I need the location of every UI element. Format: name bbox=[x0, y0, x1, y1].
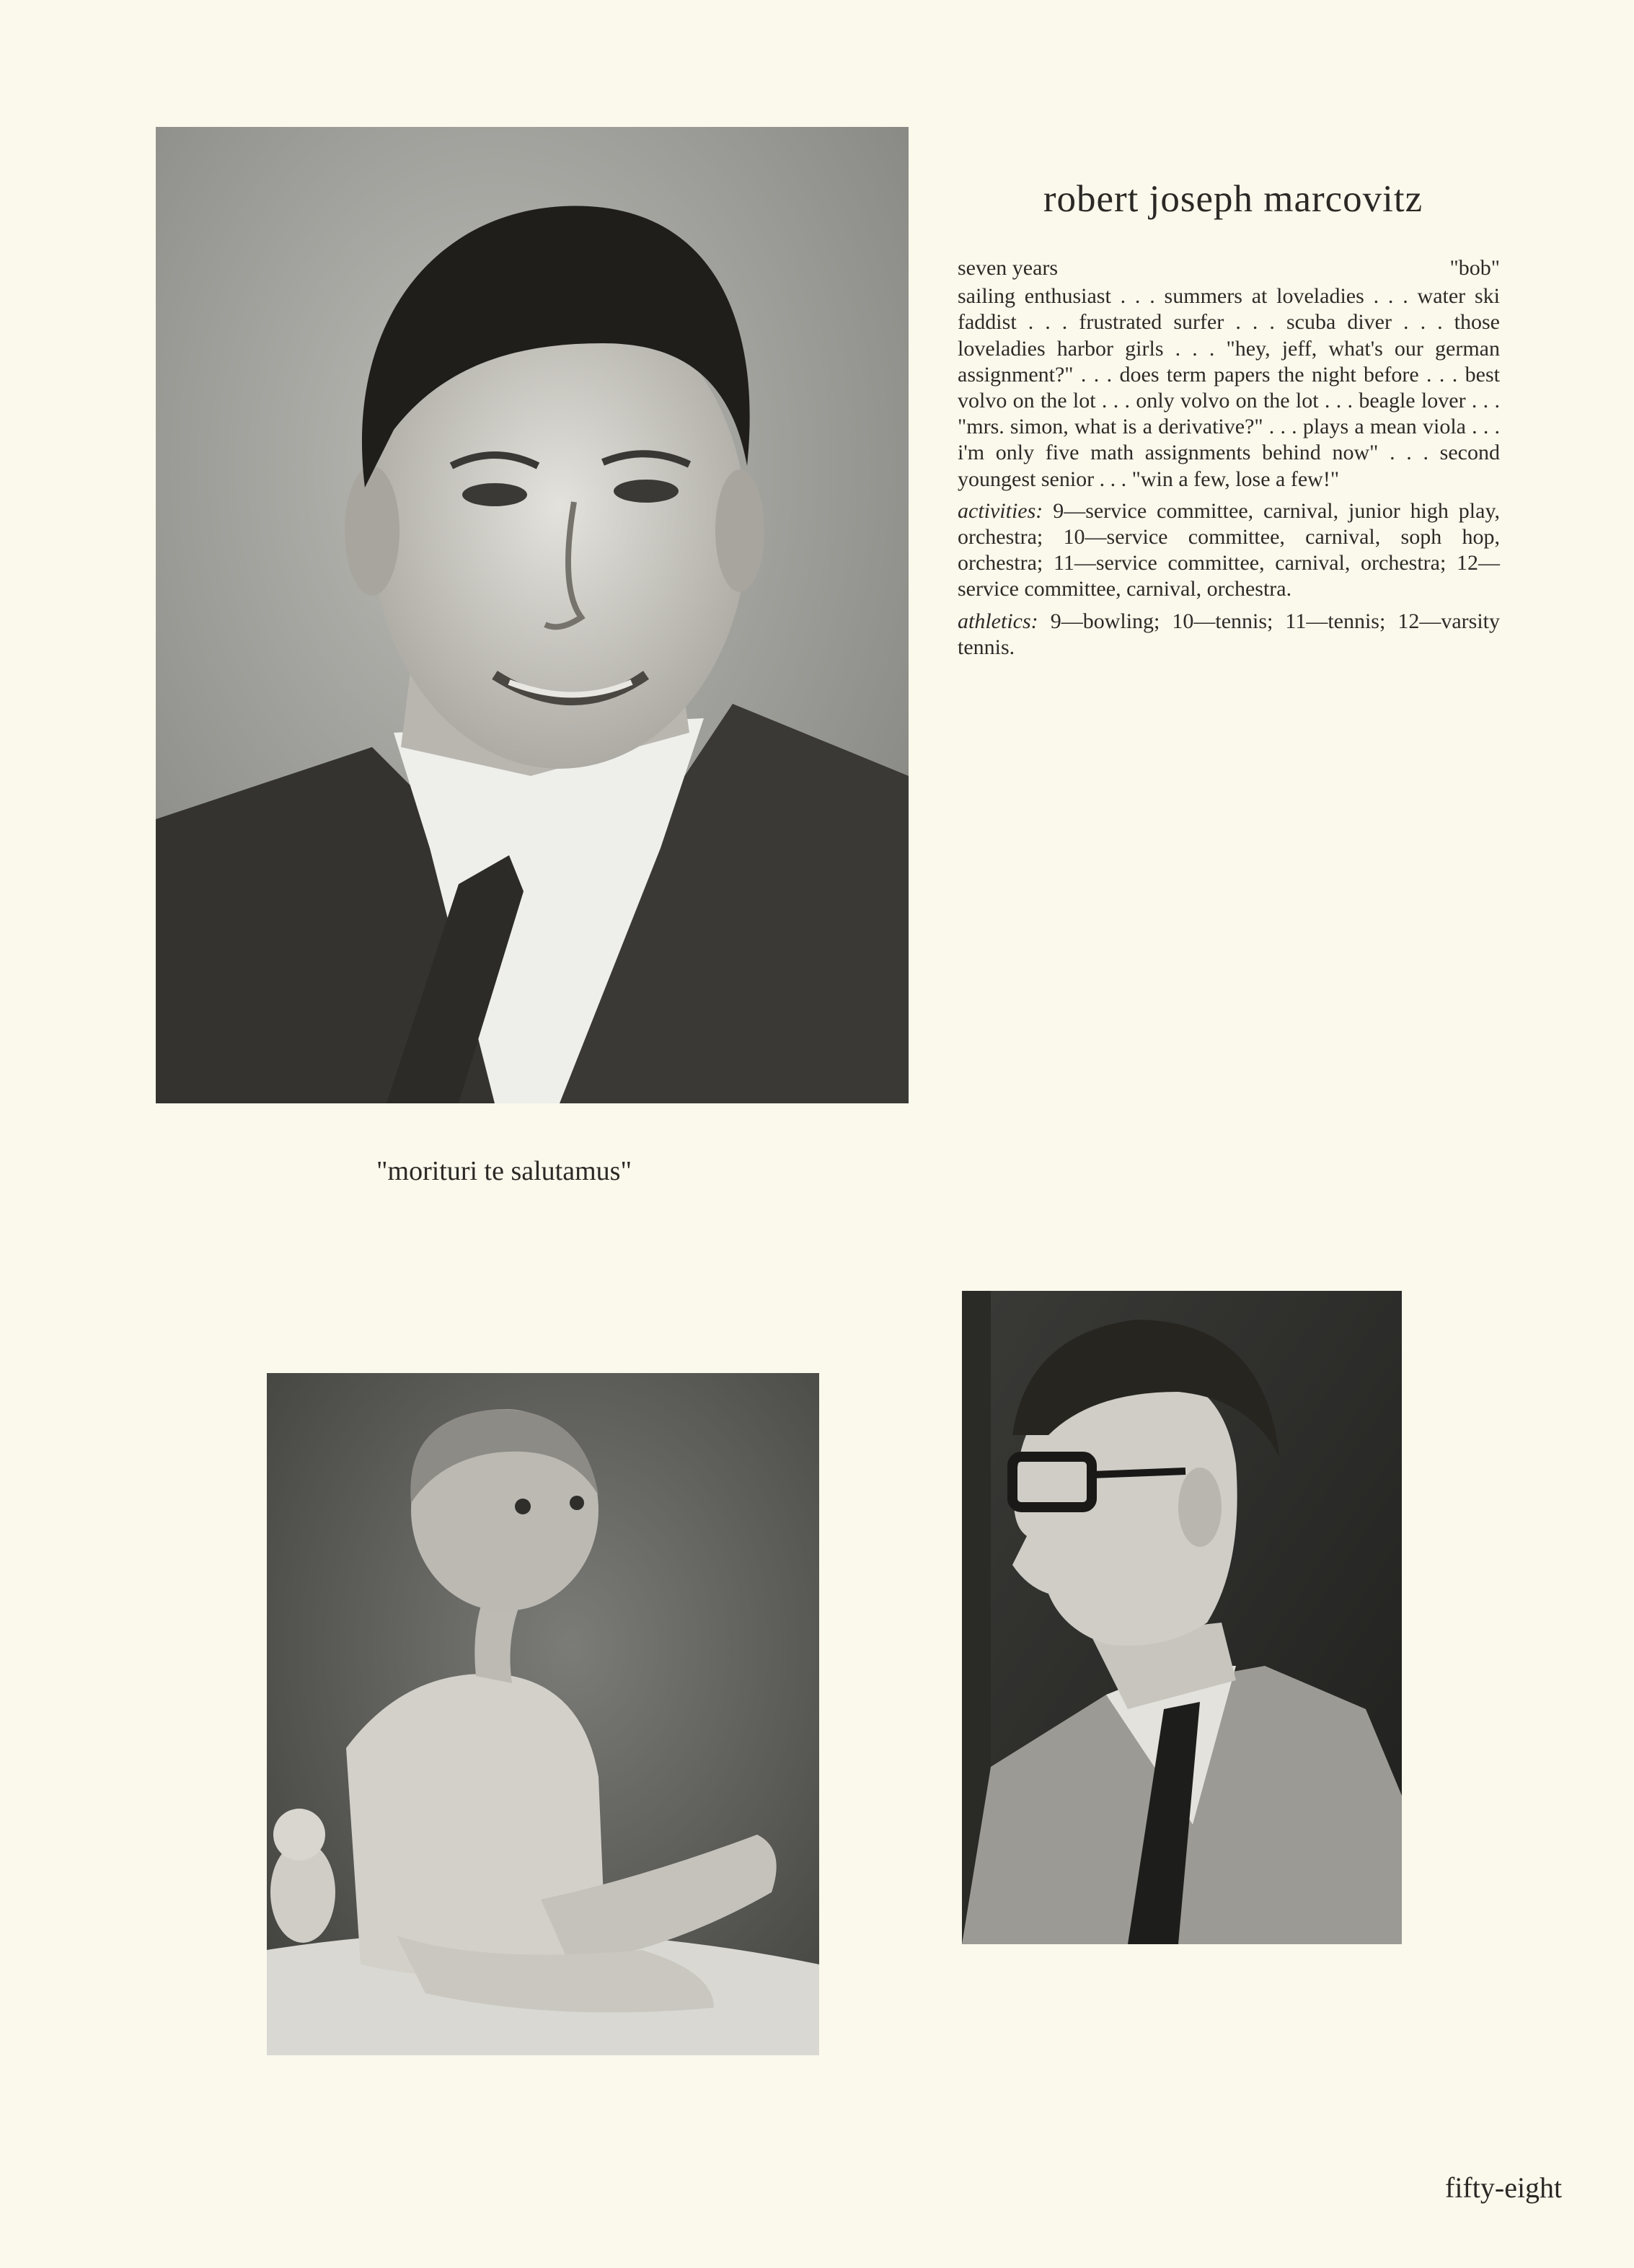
athletics-text: 9—bowling; 10—tennis; 11—tennis; 12—varsity tennis. bbox=[958, 609, 1501, 659]
page-number: fifty-eight bbox=[1445, 2171, 1563, 2204]
senior-name: robert joseph marcovitz bbox=[1043, 178, 1423, 220]
activities-paragraph bbox=[958, 498, 1500, 603]
baby-photo bbox=[267, 1373, 819, 2055]
bio-text: sailing enthusiast . . . summers at loveladies . . . water ski faddist . . . frustrated surfer . . . scuba diver . . . those loveladies harbor girls . . . "hey, jeff, what's our german assignment?" . . . does term papers the night before . . . best volvo on the lot . . . only volvo on the lot . . . beagle lover . . . "mrs. simon, what is a derivative?" . . . plays a mean viola . . . i'm only five math assignments behind now" . . . second youngest senior . . . "win a few, lose a few!" bbox=[958, 284, 1500, 491]
senior-portrait-photo bbox=[156, 127, 909, 1103]
candid-photo bbox=[962, 1291, 1402, 1944]
senior-bio bbox=[958, 255, 1500, 666]
athletics-label: athletics: bbox=[958, 609, 1038, 633]
years-at-school: seven years bbox=[958, 256, 1059, 280]
nickname: "bob" bbox=[1449, 256, 1500, 280]
activities-text: 9—service committee, carnival, junior high play, orchestra; 10—service committee, carnival, soph hop, orchestra; 11—service committee, carnival, orchestra; 12—service committee, carnival, orchestra. bbox=[958, 498, 1500, 601]
years-nickname-row bbox=[958, 255, 1500, 281]
activities-label: activities: bbox=[958, 498, 1043, 523]
senior-motto: "morituri te salutamus" bbox=[376, 1156, 632, 1186]
athletics-paragraph bbox=[958, 609, 1500, 661]
